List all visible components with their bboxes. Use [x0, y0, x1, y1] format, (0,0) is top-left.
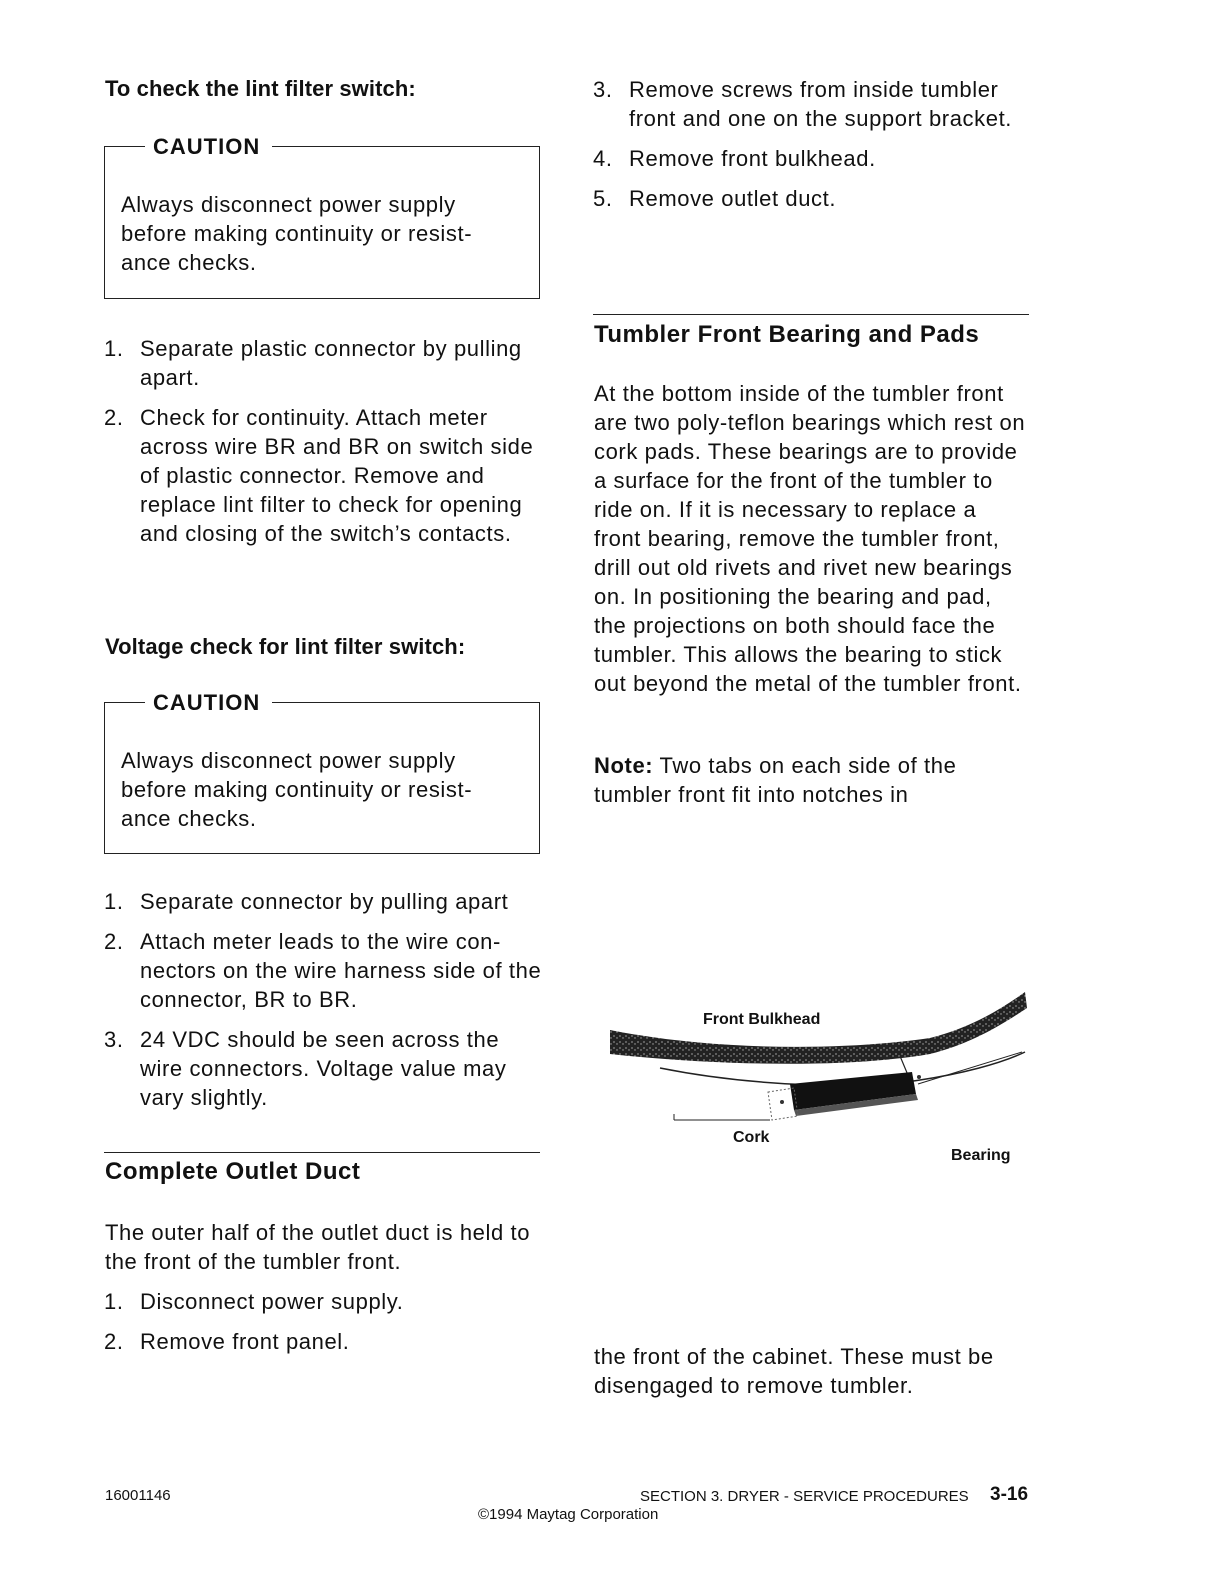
page-number: 3-16: [990, 1484, 1029, 1505]
list-item: 3. Remove screws from inside tumbler front and one on the support bracket.: [593, 77, 1012, 131]
label-bearing: Bearing: [951, 1147, 1011, 1164]
section-divider: [104, 1152, 540, 1153]
list-item: 5. Remove outlet duct.: [593, 186, 837, 211]
caution-text: Always disconnect power supply before making continuity or resist- ance checks.: [121, 192, 473, 275]
list-item: 2. Remove front panel.: [104, 1329, 350, 1354]
note-label: Note:: [594, 753, 654, 778]
caution-box: [104, 134, 540, 299]
outlet-intro: The outer half of the outlet duct is held to the front of the tumbler front.: [105, 1220, 531, 1274]
outlet-steps-list: [104, 1287, 534, 1367]
list-item: 2. Check for continuity. Attach meter across wire BR and BR on switch side of plastic connector. Remove and replace lint filter to check for opening and closing of the switch’s contacts.: [104, 405, 534, 546]
caution-box: [104, 690, 540, 854]
list-item: 1. Disconnect power supply.: [104, 1289, 404, 1314]
voltage-heading: Voltage check for lint filter switch:: [105, 634, 466, 659]
note-paragraph: [594, 751, 1030, 809]
list-item: 1. Separate plastic connector by pulling apart.: [104, 336, 522, 390]
copyright: ©1994 Maytag Corporation: [478, 1506, 659, 1523]
section-label: SECTION 3. DRYER - SERVICE PROCEDURES: [640, 1488, 969, 1505]
note-text: Two tabs on each side of the tumbler front fit into notches in: [594, 753, 957, 807]
bearing-figure: [600, 980, 1040, 1170]
caution-text: Always disconnect power supply before making continuity or resist- ance checks.: [121, 748, 473, 831]
doc-number: 16001146: [105, 1487, 171, 1504]
list-item: 1. Separate connector by pulling apart: [104, 889, 509, 914]
bearing-title: Tumbler Front Bearing and Pads: [594, 321, 980, 348]
lint-switch-heading: To check the lint filter switch:: [105, 76, 416, 101]
lint-steps-list: [104, 334, 534, 559]
list-item: 4. Remove front bulkhead.: [593, 146, 876, 171]
caution-label: CAUTION: [145, 135, 272, 159]
voltage-steps-list: [104, 887, 544, 1123]
bearing-diagram: [600, 980, 1040, 1170]
caution-label: CAUTION: [145, 691, 272, 715]
note-continuation: the front of the cabinet. These must be disengaged to remove tumbler.: [594, 1344, 994, 1398]
section-divider: [593, 314, 1029, 315]
bearing-block: [790, 1072, 918, 1116]
label-cork: Cork: [733, 1129, 770, 1146]
label-front-bulkhead: Front Bulkhead: [703, 1011, 821, 1028]
list-item: 3. 24 VDC should be seen across the wire connectors. Voltage value may vary slightly.: [104, 1027, 507, 1110]
bearing-body: At the bottom inside of the tumbler front are two poly-teflon bearings which rest on cork pads. These bearings are to provide a surface for the front of the tumbler to ride on. If it is necessary to replace a front bearing, remove the tumbler front, drill out old rivets and rivet new bearings on. In positioning the bearing and pad, the projections on both should face the tumbler. This allows the bearing to stick out beyond the metal of the tumbler front.: [594, 381, 1026, 696]
list-item: 2. Attach meter leads to the wire con- nectors on the wire harness side of the connector, BR to BR.: [104, 929, 542, 1012]
outlet-steps-cont-list: [593, 75, 1023, 224]
outlet-duct-title: Complete Outlet Duct: [105, 1158, 361, 1185]
